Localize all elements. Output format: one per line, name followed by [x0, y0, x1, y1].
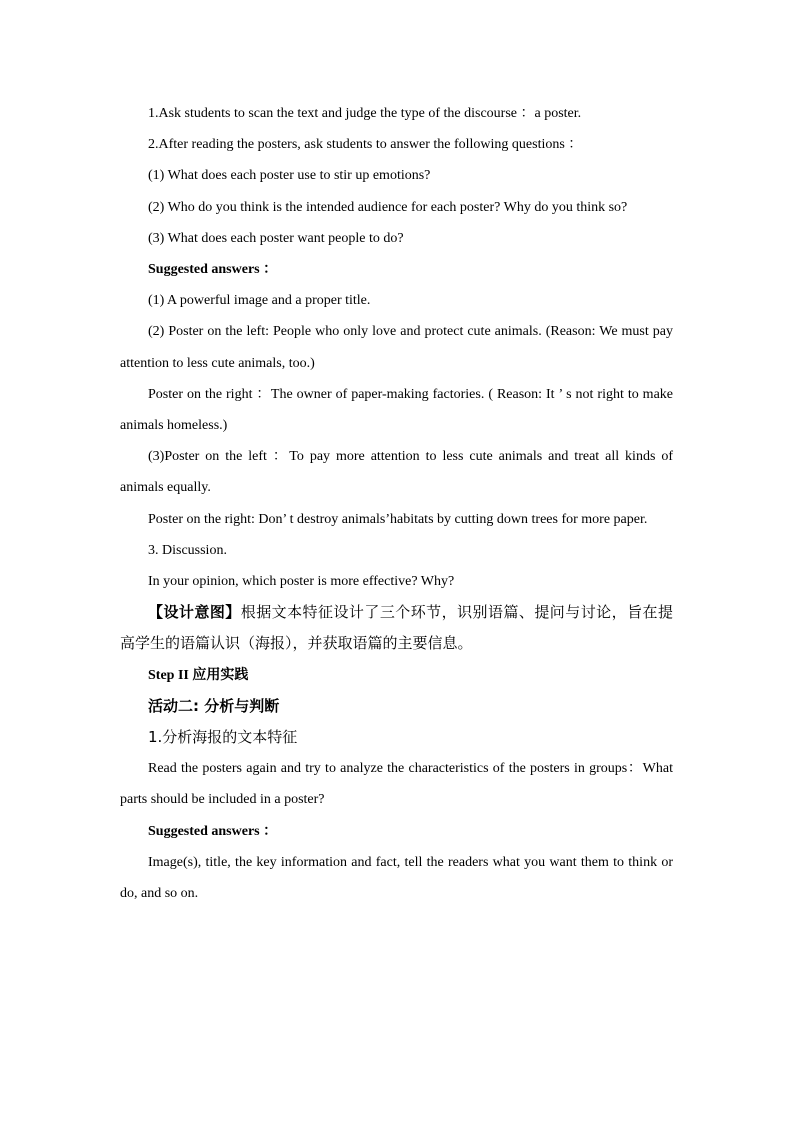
document-page	[120, 98, 673, 909]
question-1: (1) What does each poster use to stir up emotions?	[148, 168, 431, 184]
answer-1: (1) A powerful image and a proper title.	[148, 293, 371, 309]
design-intent-paragraph	[120, 597, 673, 659]
suggested-answers-heading: Suggested answers ：	[148, 262, 278, 278]
question-2: (2) Who do you think is the intended audience for each poster? Why do you think so?	[148, 199, 628, 215]
activity-2-heading: 活动二: 分析与判断	[148, 696, 280, 715]
step-3-discussion: 3. Discussion.	[148, 542, 227, 558]
suggested-answers-heading-2: Suggested answers ：	[148, 823, 278, 839]
answer-2-right: Poster on the right ：The owner of paper-making factories. ( Reason: It ’ s not right to make animals homeless.)	[120, 386, 673, 434]
answer-2-left: (2) Poster on the left: People who only love and protect cute animals. (Reason: We must pay attention to less cute animals, too.)	[120, 324, 673, 371]
step-2-instruction: 2.After reading the posters, ask students to answer the following questions ：	[148, 137, 583, 153]
step-2-heading: Step II 应用实践	[148, 667, 249, 683]
question-3: (3) What does each poster want people to do?	[148, 230, 404, 246]
activity-2-instruction: Read the posters again and try to analyze the characteristics of the posters in groups：What parts should be included in a poster?	[120, 761, 673, 808]
activity-2-answer: Image(s), title, the key information and fact, tell the readers what you want them to think or do, and so on.	[120, 854, 673, 902]
discussion-question: In your opinion, which poster is more effective? Why?	[148, 574, 455, 590]
step-1-instruction: 1.Ask students to scan the text and judge the type of the discourse ：a poster.	[148, 106, 582, 121]
design-intent-label: 【设计意图】	[148, 603, 241, 622]
activity-2-item-1: 1.分析海报的文本特征	[148, 728, 298, 747]
answer-3-left: (3)Poster on the left ：To pay more attention to less cute animals and treat all kinds of animals equally.	[120, 449, 673, 496]
design-intent-text: 根据文本特征设计了三个环节，识别语篇、提问与讨论，旨在提高学生的语篇认识（海报），并获取语篇的主要信息。	[120, 603, 673, 653]
answer-3-right: Poster on the right: Don’ t destroy animals’habitats by cutting down trees for more paper.	[148, 511, 648, 527]
